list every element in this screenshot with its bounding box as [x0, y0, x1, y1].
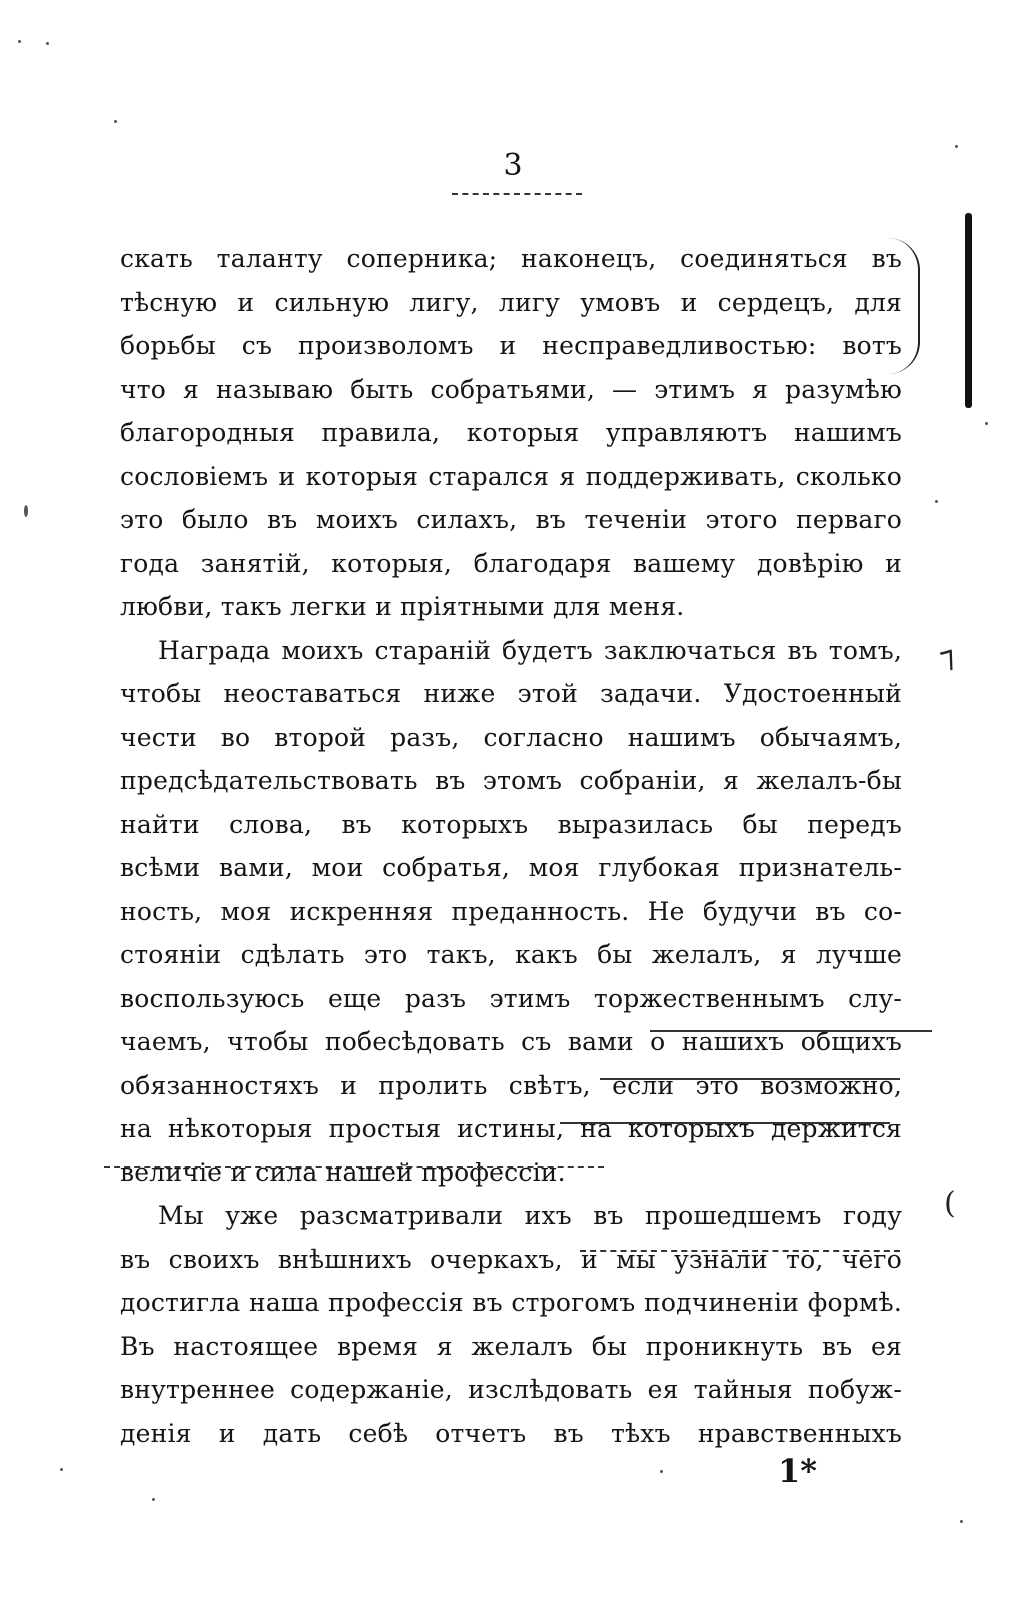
- text-line: денія и дать себѣ отчетъ въ тѣхъ нравственныхъ: [120, 1418, 902, 1448]
- text-line: сословіемъ и которыя старался я поддерживать, сколько: [120, 461, 902, 491]
- text-line: ность, моя искренняя преданность. Не будучи въ со-: [120, 896, 902, 926]
- signature-mark: 1*: [778, 1452, 817, 1490]
- header-rule: [452, 193, 582, 195]
- text-line: чести во второй разъ, согласно нашимъ обычаямъ,: [120, 722, 902, 752]
- scan-speck: [660, 1470, 663, 1473]
- text-line: любви, такъ легки и пріятными для меня.: [120, 592, 685, 621]
- text-line: Награда моихъ стараній будетъ заключаться въ томъ,: [158, 635, 902, 665]
- text-line: благородныя правила, которыя управляютъ нашимъ: [120, 418, 902, 447]
- margin-scribble-mark: (: [944, 1186, 956, 1221]
- text-line: воспользуюсь еще разъ этимъ торжественнымъ слу-: [120, 983, 902, 1013]
- text-line: года занятій, которыя, благодаря вашему довѣрію и: [120, 548, 902, 578]
- text-line: Мы уже разсматривали ихъ въ прошедшемъ году: [158, 1201, 902, 1230]
- scan-speck: [46, 42, 49, 45]
- text-line: достигла наша профессія въ строгомъ подчиненіи формѣ.: [120, 1288, 902, 1317]
- margin-bar-mark: [965, 213, 972, 408]
- text-line: величіе и сила нашей профессіи.: [120, 1157, 566, 1187]
- scan-speck: [985, 422, 988, 425]
- page-number: 3: [503, 148, 523, 183]
- margin-scribble-mark: ⁊: [935, 638, 960, 677]
- scan-speck: [24, 505, 28, 517]
- text-line: внутреннее содержаніе, изслѣдовать ея тайныя побуж-: [120, 1375, 902, 1404]
- text-line: что я называю быть собратьями, — этимъ я разумѣю: [120, 374, 902, 404]
- text-line: на нѣкоторыя простыя истины, на которыхъ держится: [120, 1114, 902, 1143]
- handwritten-underline: [560, 1122, 890, 1124]
- handwritten-underline: [650, 1030, 932, 1032]
- text-line: Въ настоящее время я желалъ бы проникнуть въ ея: [120, 1331, 902, 1361]
- text-line: скать таланту соперника; наконецъ, соединяться въ: [120, 244, 902, 273]
- scan-speck: [935, 500, 938, 503]
- text-line: тѣсную и сильную лигу, лигу умовъ и сердецъ, для: [120, 287, 902, 317]
- text-line: предсѣдательствовать въ этомъ собраніи, я желалъ-бы: [120, 766, 902, 795]
- scan-speck: [114, 120, 117, 123]
- handwritten-underline: [600, 1078, 900, 1080]
- scan-speck: [152, 1498, 155, 1501]
- handwritten-underline: [580, 1250, 900, 1252]
- text-line: въ своихъ внѣшнихъ очеркахъ, и мы узнали то, чего: [120, 1244, 902, 1274]
- text-line: чтобы неоставаться ниже этой задачи. Удостоенный: [120, 679, 902, 708]
- text-line: обязанностяхъ и пролить свѣтъ, если это возможно,: [120, 1070, 902, 1100]
- margin-bracket-mark: [888, 238, 920, 374]
- handwritten-underline: [104, 1166, 604, 1168]
- scan-speck: [960, 1520, 963, 1523]
- scan-speck: [18, 40, 21, 43]
- scan-speck: [60, 1468, 63, 1471]
- text-line: всѣми вами, мои собратья, моя глубокая признатель-: [120, 853, 902, 882]
- text-line: чаемъ, чтобы побесѣдовать съ вами о нашихъ общихъ: [120, 1027, 902, 1056]
- text-line: это было въ моихъ силахъ, въ теченіи этого перваго: [120, 505, 902, 534]
- text-line: стояніи сдѣлать это такъ, какъ бы желалъ, я лучше: [120, 940, 902, 969]
- text-line: борьбы съ произволомъ и несправедливостью: вотъ: [120, 331, 902, 360]
- body-text: [120, 237, 902, 1455]
- text-line: найти слова, въ которыхъ выразилась бы передъ: [120, 809, 902, 839]
- scan-speck: [955, 145, 958, 148]
